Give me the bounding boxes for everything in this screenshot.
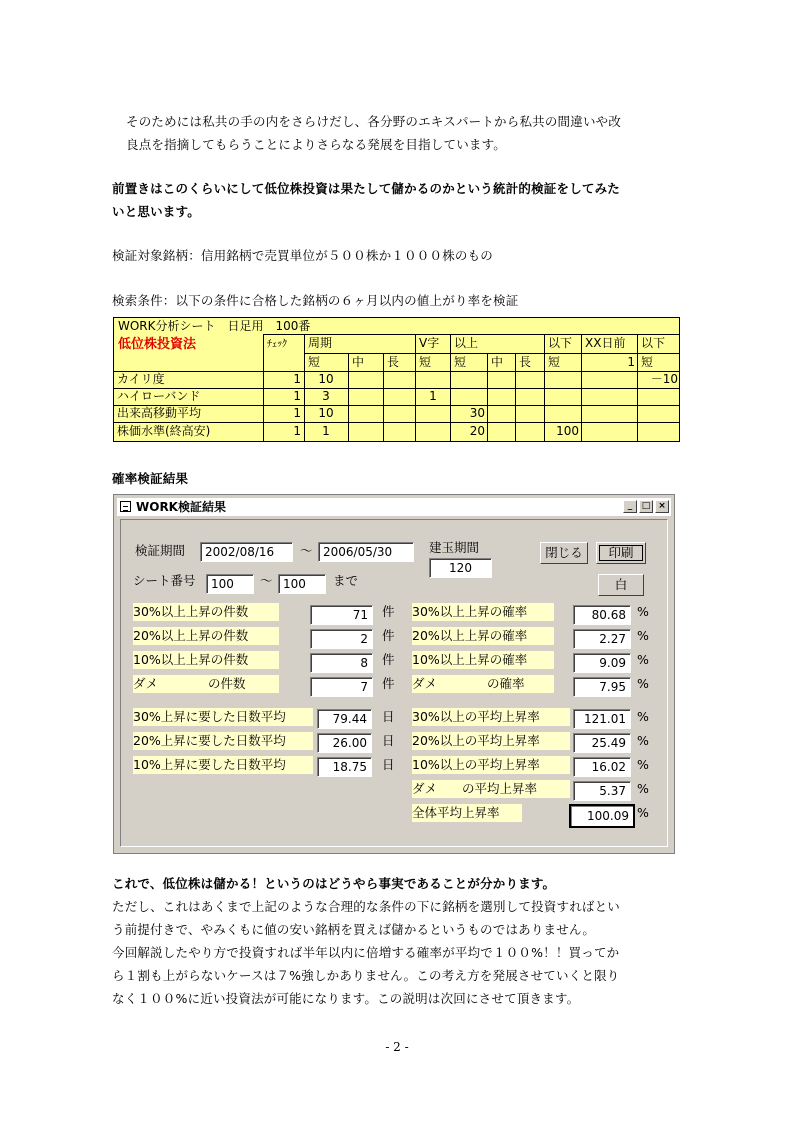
conclusion-line-3: 今回解説したやり方で投資すれば半年以内に倍増する確率が平均で１００%！！買ってか xyxy=(112,945,620,960)
sheet-row-volume: 出来高移動平均 xyxy=(117,406,202,420)
maximize-button[interactable]: □ xyxy=(639,500,653,513)
sheet-row-price-check: 1 xyxy=(293,424,301,438)
avg30-field: 121.01 xyxy=(573,709,631,729)
sheet-short-v: 短 xyxy=(419,355,432,369)
color-button[interactable]: 白 xyxy=(598,574,644,596)
count20-field: 2 xyxy=(310,629,373,649)
unit-pct-4: % xyxy=(637,676,649,691)
rate30-field: 80.68 xyxy=(573,605,631,625)
sheet-row-price: 株価水準(終高安) xyxy=(117,424,211,438)
days20-label: 20%上昇に要した日数平均 xyxy=(133,732,313,750)
sheet-long: 長 xyxy=(387,355,400,369)
bold-intro-line-2: いと思います。 xyxy=(112,204,200,219)
sheet-row-band-period: 3 xyxy=(322,389,330,403)
sheet-to-field[interactable]: 100 xyxy=(278,574,326,594)
unit-pct-7: % xyxy=(637,757,649,772)
made-label: まで xyxy=(333,573,359,588)
sheet-row-volume-period: 10 xyxy=(318,406,334,420)
close-window-button[interactable]: × xyxy=(655,500,669,513)
page-number: - 2 - xyxy=(385,1040,409,1054)
unit-day-1: 日 xyxy=(382,709,395,724)
days30-field: 79.44 xyxy=(317,709,372,729)
sheet-row-price-above: 20 xyxy=(469,424,485,438)
hold-period-field[interactable]: 120 xyxy=(429,558,492,578)
target-text: 検証対象銘柄：信用銘柄で売買単位が５００株か１０００株のもの xyxy=(112,248,494,263)
rate20-label: 20%以上上昇の確率 xyxy=(412,627,554,645)
unit-ken-3: 件 xyxy=(382,652,395,667)
unit-pct-5: % xyxy=(637,709,649,724)
sheet-row-kairi-period: 10 xyxy=(318,372,334,386)
count30-label: 30%以上上昇の件数 xyxy=(133,603,279,621)
period-label: 検証期間 xyxy=(135,543,186,558)
sheet-row-band-v: 1 xyxy=(429,389,437,403)
tilde-2: ～ xyxy=(260,573,273,588)
minimize-button[interactable]: _ xyxy=(623,500,637,513)
sheet-method-title: 低位株投資法 xyxy=(118,337,197,352)
avgng-field: 5.37 xyxy=(573,781,631,801)
rate30-label: 30%以上上昇の確率 xyxy=(412,603,554,621)
sheet-mid: 中 xyxy=(352,355,365,369)
count20-label: 20%以上上昇の件数 xyxy=(133,627,279,645)
app-icon xyxy=(120,501,131,512)
analysis-sheet xyxy=(113,317,680,442)
print-button[interactable]: 印刷 xyxy=(596,542,646,564)
window-titlebar[interactable] xyxy=(117,498,671,516)
total-label: 全体平均上昇率 xyxy=(412,804,522,822)
avg30-label: 30%以上の平均上昇率 xyxy=(412,708,570,726)
sheet-long-above: 長 xyxy=(519,355,532,369)
days20-field: 26.00 xyxy=(317,733,372,753)
sheet-row-band: ハイローバンド xyxy=(117,389,201,403)
hold-period-label: 建玉期間 xyxy=(429,540,480,555)
unit-ken-4: 件 xyxy=(382,676,395,691)
rateng-label: ダメ の確率 xyxy=(412,675,554,693)
sheet-period-header: 周期 xyxy=(308,336,333,350)
sheet-below-header-2: 以下 xyxy=(641,336,666,350)
total-field: 100.09 xyxy=(569,804,635,828)
sheet-short-below: 短 xyxy=(548,355,561,369)
count10-field: 8 xyxy=(310,653,373,673)
avg10-label: 10%以上の平均上昇率 xyxy=(412,756,570,774)
sheet-row-kairi: カイリ度 xyxy=(117,372,165,386)
unit-pct-9: % xyxy=(637,805,649,820)
conclusion-line-5: なく１００%に近い投資法が可能になります。この説明は次回にさせて頂きます。 xyxy=(112,991,580,1006)
unit-pct-8: % xyxy=(637,781,649,796)
sheet-row-volume-check: 1 xyxy=(293,406,301,420)
sheet-vshape-header: V字 xyxy=(419,336,440,350)
tilde-1: ～ xyxy=(300,543,313,558)
unit-day-3: 日 xyxy=(382,757,395,772)
rate10-label: 10%以上上昇の確率 xyxy=(412,651,554,669)
sheet-title: WORK分析シート 日足用 100番 xyxy=(118,319,311,333)
days10-field: 18.75 xyxy=(317,757,372,777)
sheet-row-kairi-check: 1 xyxy=(293,372,301,386)
sheet-row-band-check: 1 xyxy=(293,389,301,403)
days10-label: 10%上昇に要した日数平均 xyxy=(133,756,313,774)
close-button[interactable]: 閉じる xyxy=(540,542,588,564)
unit-pct-6: % xyxy=(637,733,649,748)
sheet-row-price-below: 100 xyxy=(556,424,579,438)
rate10-field: 9.09 xyxy=(573,653,631,673)
date-to-field[interactable]: 2006/05/30 xyxy=(318,542,414,562)
date-from-field[interactable]: 2002/08/16 xyxy=(200,542,293,562)
conclusion-line-4: ら１割も上がらないケースは７%強しかありません。この考え方を発展させていくと限り xyxy=(112,968,620,983)
sheet-short-above: 短 xyxy=(454,355,467,369)
count10-label: 10%以上上昇の件数 xyxy=(133,651,279,669)
avg20-label: 20%以上の平均上昇率 xyxy=(412,732,570,750)
sheet-row-kairi-last: －10 xyxy=(650,372,678,386)
result-heading: 確率検証結果 xyxy=(112,471,189,486)
count30-field: 71 xyxy=(310,605,373,625)
unit-pct-3: % xyxy=(637,652,649,667)
sheet-below-header-1: 以下 xyxy=(548,336,573,350)
sheet-short-last: 短 xyxy=(641,355,654,369)
sheet-xx-value: 1 xyxy=(627,355,635,369)
avgng-label: ダメ の平均上昇率 xyxy=(412,780,570,798)
bold-intro-line-1: 前置きはこのくらいにして低位株投資は果たして儲かるのかという統計的検証をしてみた xyxy=(112,181,621,196)
window-title: WORK検証結果 xyxy=(136,500,226,514)
days30-label: 30%上昇に要した日数平均 xyxy=(133,708,313,726)
rateng-field: 7.95 xyxy=(573,677,631,697)
sheet-row-price-period: 1 xyxy=(322,424,330,438)
sheet-row-volume-above: 30 xyxy=(469,406,485,420)
sheet-xxdays-header: XX日前 xyxy=(585,336,626,350)
conclusion-line-1: ただし、これはあくまで上記のような合理的な条件の下に銘柄を選別して投資すればとい xyxy=(112,899,621,914)
sheet-above-header: 以上 xyxy=(454,336,479,350)
intro-line-1: そのためには私共の手の内をさらけだし、各分野のエキスパートから私共の間違いや改 xyxy=(126,114,622,129)
avg10-field: 16.02 xyxy=(573,757,631,777)
sheet-mid-above: 中 xyxy=(491,355,504,369)
sheet-short: 短 xyxy=(308,355,321,369)
rate20-field: 2.27 xyxy=(573,629,631,649)
countng-label: ダメ の件数 xyxy=(133,675,279,693)
unit-day-2: 日 xyxy=(382,733,395,748)
sheet-check-header: ﾁｪｯｸ xyxy=(267,339,287,350)
sheet-no-label: シート番号 xyxy=(133,573,196,588)
unit-pct-2: % xyxy=(637,628,649,643)
condition-text: 検索条件：以下の条件に合格した銘柄の６ヶ月以内の値上がり率を検証 xyxy=(112,293,519,308)
avg20-field: 25.49 xyxy=(573,733,631,753)
countng-field: 7 xyxy=(310,677,373,697)
sheet-from-field[interactable]: 100 xyxy=(206,574,254,594)
conclusion-line-2: う前提付きで、やみくもに値の安い銘柄を買えば儲かるというものではありません。 xyxy=(112,922,596,937)
unit-ken-2: 件 xyxy=(382,628,395,643)
intro-line-2: 良点を指摘してもらうことによりさらなる発展を目指しています。 xyxy=(126,137,507,152)
conclusion-bold: これで、低位株は儲かる！というのはどうやら事実であることが分かります。 xyxy=(112,876,556,891)
unit-ken-1: 件 xyxy=(382,604,395,619)
unit-pct-1: % xyxy=(637,604,649,619)
result-window xyxy=(113,494,675,854)
